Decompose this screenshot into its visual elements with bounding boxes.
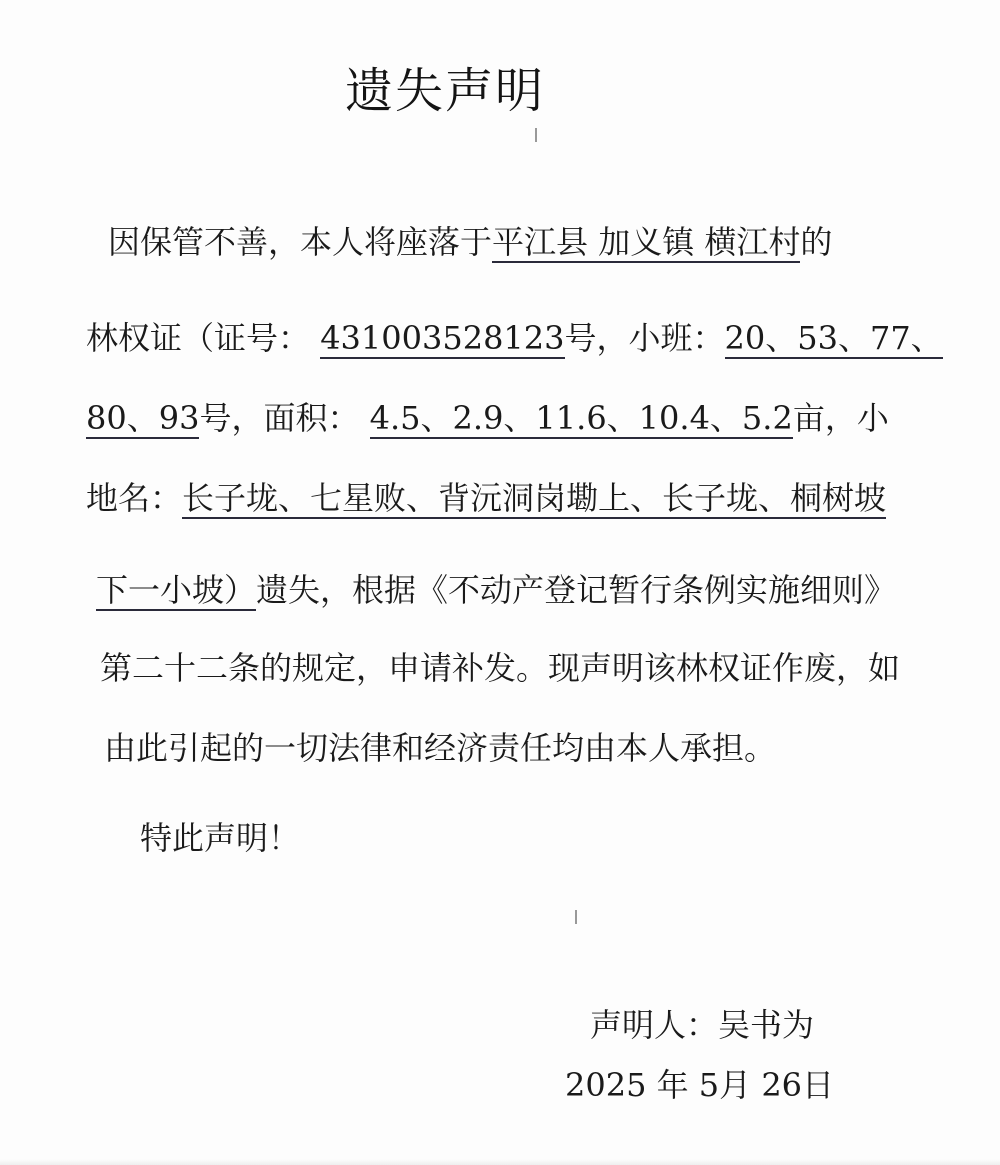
area-values: 4.5、2.9、11.6、10.4、5.2 (369, 399, 793, 437)
location-underlined: 平江县 加义镇 横江村 (492, 223, 801, 261)
body-line-4 (86, 478, 886, 519)
certificate-number: 431003528123 (320, 319, 565, 357)
line1-prefix: 因保管不善，本人将座落于 (108, 223, 493, 261)
body-line-2 (86, 318, 943, 359)
line2-middle: 号，小班： (564, 319, 725, 357)
body-line-5 (96, 570, 896, 611)
line2-prefix: 林权证（证号： (86, 319, 321, 357)
line3-suffix: 亩，小 (792, 399, 889, 437)
declarant-signature: 声明人：吴书为 (590, 1006, 815, 1044)
body-line-7: 由此引起的一切法律和经济责任均由本人承担。 (104, 729, 777, 767)
body-line-6: 第二十二条的规定，申请补发。现声明该林权证作废，如 (100, 649, 901, 687)
body-line-1 (108, 222, 832, 263)
scan-mark (535, 128, 537, 142)
body-line-3 (86, 398, 889, 439)
scan-edge (0, 1159, 1000, 1165)
place-names-part1: 长子垅、七星败、背沅洞岗墈上、长子垅、桐树坡 (182, 479, 887, 517)
sub-lots-part1: 20、53、77、 (724, 319, 943, 357)
declaration-date: 2025 年 5月 26日 (565, 1066, 835, 1104)
closing-statement: 特此声明！ (140, 819, 301, 857)
line1-suffix: 的 (800, 223, 833, 261)
line3-after-lots: 号，面积： (199, 399, 370, 437)
document-title: 遗失声明 (345, 63, 546, 119)
line4-prefix: 地名： (86, 479, 183, 517)
line5-suffix: 遗失，根据《不动产登记暂行条例实施细则》 (256, 571, 897, 609)
sub-lots-part2: 80、93 (86, 399, 200, 437)
place-names-part2: 下一小坡） (96, 571, 257, 609)
scan-mark (575, 910, 577, 924)
